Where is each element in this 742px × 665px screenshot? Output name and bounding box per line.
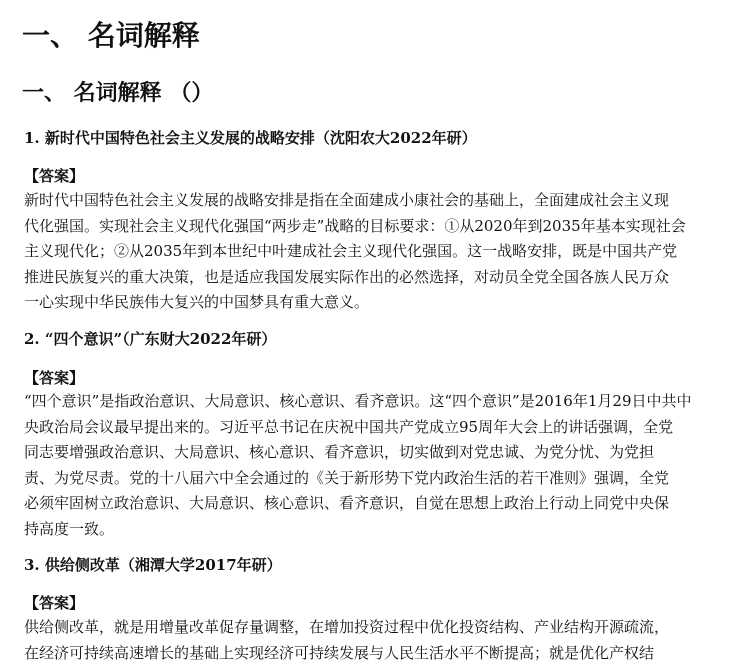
answer-3-line: 在经济可持续高速增长的基础上实现经济可持续发展与人民生活水平不断提高；就是优化产权结 (24, 643, 655, 662)
question-2-title: 2. “四个意识”（广东财大2022年研） (24, 330, 277, 348)
answer-2-line: 同志要增强政治意识、大局意识、核心意识、看齐意识，切实做到对党忠诚、为党分忧、为党担 (24, 443, 655, 461)
answer-3-label: 【答案】 (24, 594, 85, 612)
chapter-heading: 一、 名词解释 (22, 19, 200, 52)
answer-2-line: 央政治局会议最早提出来的。习近平总书记在庆祝中国共产党成立95周年大会上的讲话强调，全党 (24, 417, 674, 436)
answer-1-line: 推进民族复兴的重大决策，也是适应我国发展实际作出的必然选择，对动员全党全国各族人民万众 (24, 267, 670, 286)
question-1-title: 1. 新时代中国特色社会主义发展的战略安排（沈阳农大2022年研） (24, 129, 477, 147)
answer-2-line: “四个意识”是指政治意识、大局意识、核心意识、看齐意识。这“四个意识”是2016年1月29日中共中 (24, 392, 692, 410)
question-3-title: 3. 供给侧改革（湘潭大学2017年研） (24, 556, 282, 574)
answer-1-text (24, 188, 718, 316)
answer-1-line: 主义现代化；②从2035年到本世纪中叶建成社会主义现代化强国。这一战略安排，既是中国共产党 (24, 242, 678, 260)
answer-2-line: 持高度一致。 (24, 519, 115, 538)
answer-1-line: 新时代中国特色社会主义发展的战略安排是指在全面建成小康社会的基础上，全面建成社会主义现 (24, 191, 670, 209)
answer-2-line: 必须牢固树立政治意识、大局意识、核心意识、看齐意识，自觉在思想上政治上行动上同党中央保 (24, 494, 670, 512)
answer-2-line: 责、为党尽责。党的十八届六中全会通过的《关于新形势下党内政治生活的若干准则》强调，全党 (24, 468, 670, 487)
answer-1-label: 【答案】 (24, 167, 85, 185)
answer-3-text (24, 615, 718, 665)
answer-2-label: 【答案】 (24, 369, 85, 387)
answer-1-line: 代化强国。实现社会主义现代化强国“两步走”战略的目标要求：①从2020年到2035年基本实现社会 (24, 216, 686, 235)
section-heading: 一、 名词解释 （） (22, 81, 214, 106)
answer-1-line: 一心实现中华民族伟大复兴的中国梦具有重大意义。 (24, 293, 370, 311)
answer-2-text (24, 389, 718, 542)
answer-3-line: 供给侧改革，就是用增量改革促存量调整，在增加投资过程中优化投资结构、产业结构开源疏流， (24, 618, 670, 636)
